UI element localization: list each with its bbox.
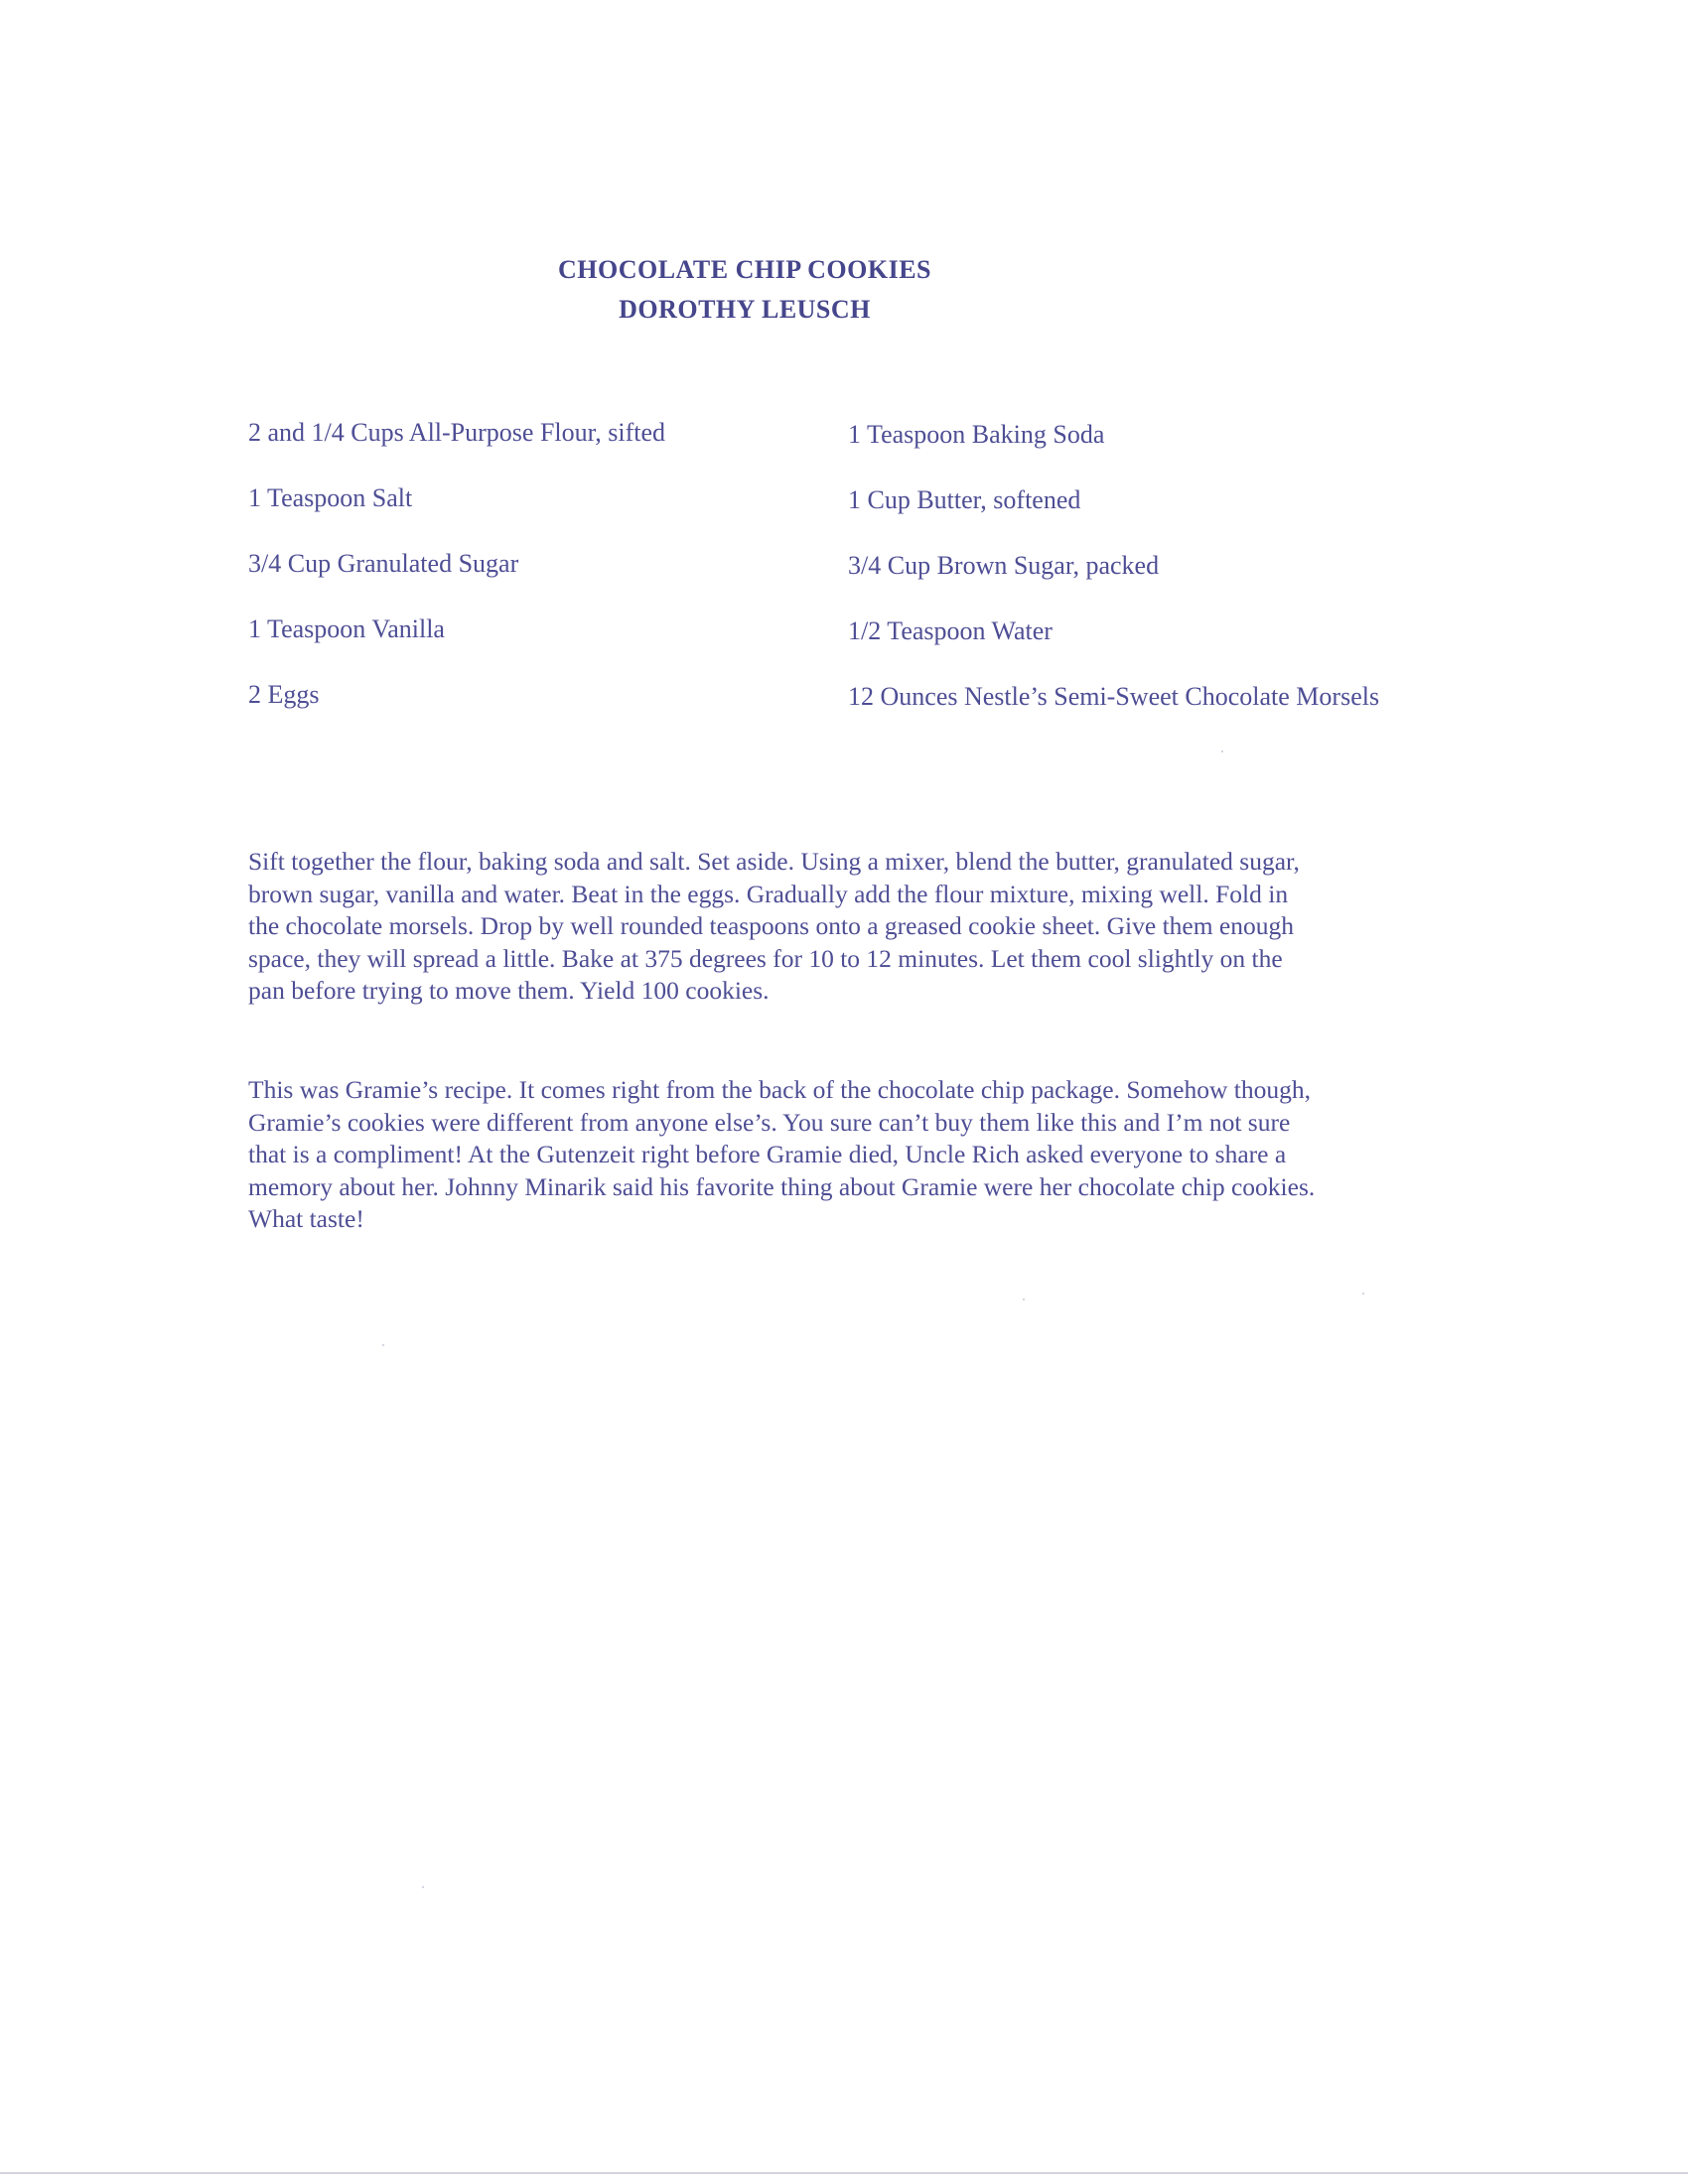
ingredient-item: 12 Ounces Nestle’s Semi-Sweet Chocolate Morsels	[848, 682, 1380, 711]
recipe-notes: This was Gramie’s recipe. It comes right from the back of the chocolate chip package. Somehow though, Gramie’s cookies were different from anyone else’s. You sure can’t buy them like this and I’m not sure that is a compliment! At the Gutenzeit right before Gramie died, Uncle Rich asked everyone to share a memory about her. Johnny Minarik said his favorite thing about Gramie were her chocolate chip cookies. What taste!	[248, 1075, 1316, 1233]
recipe-name: CHOCOLATE CHIP COOKIES	[557, 255, 932, 284]
recipe-directions: Sift together the flour, baking soda and salt. Set aside. Using a mixer, blend the butter, granulated sugar, brown sugar, vanilla and water. Beat in the eggs. Gradually add the flour mixture, mixing well. Fold in the chocolate morsels. Drop by well rounded teaspoons onto a greased cookie sheet. Give them enough space, they will spread a little. Bake at 375 degrees for 10 to 12 minutes. Let them cool slightly on the pan before trying to move them. Yield 100 cookies.	[248, 847, 1300, 1005]
ingredient-item: 1/2 Teaspoon Water	[848, 616, 1053, 645]
scan-speck	[1023, 1298, 1025, 1300]
scan-speck	[1362, 1293, 1364, 1295]
ingredient-item: 3/4 Cup Brown Sugar, packed	[848, 551, 1160, 580]
ingredient-item: 1 Teaspoon Vanilla	[248, 614, 445, 643]
ingredient-item: 2 and 1/4 Cups All-Purpose Flour, sifted	[248, 418, 666, 447]
scan-speck	[422, 1886, 424, 1888]
ingredient-item: 2 Eggs	[248, 680, 320, 709]
ingredient-item: 1 Teaspoon Salt	[248, 483, 413, 512]
scan-speck	[1221, 751, 1223, 752]
recipe-title	[0, 250, 1489, 330]
recipe-author: DOROTHY LEUSCH	[619, 295, 871, 324]
ingredient-item: 3/4 Cup Granulated Sugar	[248, 549, 519, 578]
ingredient-item: 1 Cup Butter, softened	[848, 485, 1081, 514]
scan-edge-line	[0, 2172, 1688, 2174]
scan-speck	[382, 1344, 384, 1346]
ingredient-item: 1 Teaspoon Baking Soda	[848, 420, 1105, 449]
